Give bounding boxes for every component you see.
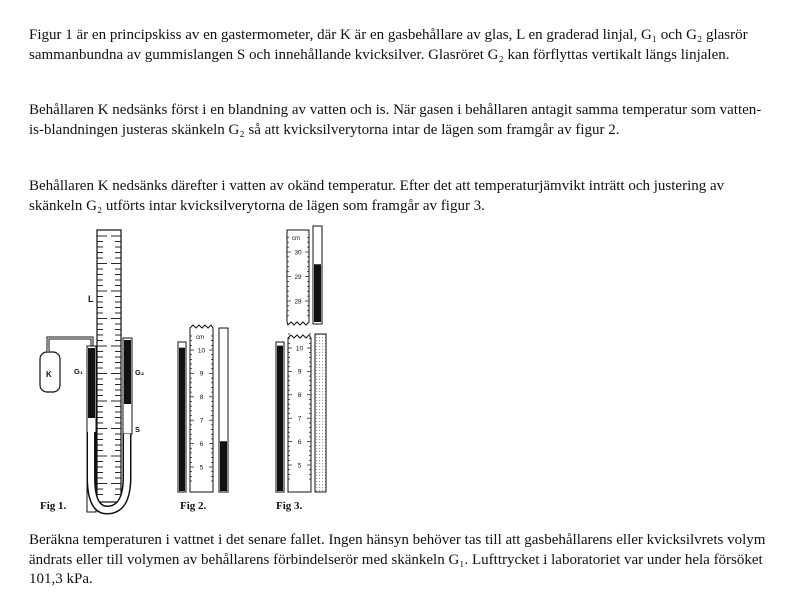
- fig3-unit: cm: [292, 236, 300, 242]
- g2-mercury: [124, 340, 131, 404]
- figure-3-reading: [276, 226, 326, 492]
- figures-illustration: [0, 222, 793, 522]
- step-one-paragraph: Behållaren K nedsänks först i en blandning av vatten och is. När gasen i behållaren antagit samma temperatur som vatten-is-blandningen justeras skänkeln G₂ så att kvicksilverytorna intar de lägen som framgår av figur 2.: [29, 102, 762, 138]
- fig2-left-mercury: [179, 348, 185, 491]
- scale-tick-label: 6: [297, 438, 302, 446]
- scale-tick-label: 9: [297, 368, 302, 376]
- scale-tick-label: 10: [295, 345, 304, 353]
- intro-paragraph: Figur 1 är en principskiss av en gastermometer, där K är en gasbehållare av glas, L en graderad linjal, G₁ och G₂ glasrör sammanbundna av gummislangen S och innehållande kvicksilver. Glasröret G₂ kan förflyttas vertikalt längs linjalen.: [29, 27, 748, 63]
- fig3-caption: Fig 3.: [276, 500, 303, 512]
- fig3-right-tube-lower: [315, 334, 326, 492]
- scale-tick-label: 7: [297, 415, 302, 423]
- label-G2: G₂: [135, 368, 145, 377]
- label-S: S: [135, 425, 141, 434]
- scale-tick-label: 7: [199, 417, 204, 425]
- scale-tick-label: 10: [197, 347, 206, 355]
- scale-tick-label: 29: [294, 273, 302, 281]
- scale-tick-label: 6: [199, 440, 204, 448]
- fig3-right-mercury: [314, 264, 321, 322]
- scale-tick-label: 28: [294, 298, 302, 306]
- figure-1-apparatus: [40, 230, 144, 512]
- step-two-paragraph: Behållaren K nedsänks därefter i vatten av okänd temperatur. Efter det att temperaturjämvikt inträtt och justering av skänkeln G₂ utförts intar kvicksilverytorna de lägen som framgår av figur 3.: [29, 178, 725, 214]
- g1-mercury: [88, 348, 95, 418]
- label-K: K: [46, 370, 52, 379]
- figure-2-reading: [178, 325, 228, 492]
- label-G1: G₁: [74, 367, 83, 376]
- label-L: L: [88, 294, 94, 304]
- scale-tick-label: 9: [199, 370, 204, 378]
- scale-tick-label: 5: [297, 462, 302, 470]
- fig3-left-mercury: [277, 346, 283, 491]
- fig2-caption: Fig 2.: [180, 500, 207, 512]
- scale-tick-label: 30: [294, 249, 302, 257]
- question-paragraph: Beräkna temperaturen i vattnet i det senare fallet. Ingen hänsyn behöver tas till att gasbehållarens eller kvicksilvrets volym ändrats eller till volymen av behållarens förbindelserör med skänkeln G₁. Lufttrycket i laboratoriet var under hela försöket 101,3 kPa.: [29, 532, 766, 587]
- scale-tick-label: 8: [199, 394, 204, 402]
- fig2-unit: cm: [196, 335, 204, 341]
- fig1-caption: Fig 1.: [40, 500, 67, 512]
- scale-tick-label: 8: [297, 392, 302, 400]
- fig2-right-mercury: [220, 441, 227, 491]
- scale-tick-label: 5: [199, 464, 204, 472]
